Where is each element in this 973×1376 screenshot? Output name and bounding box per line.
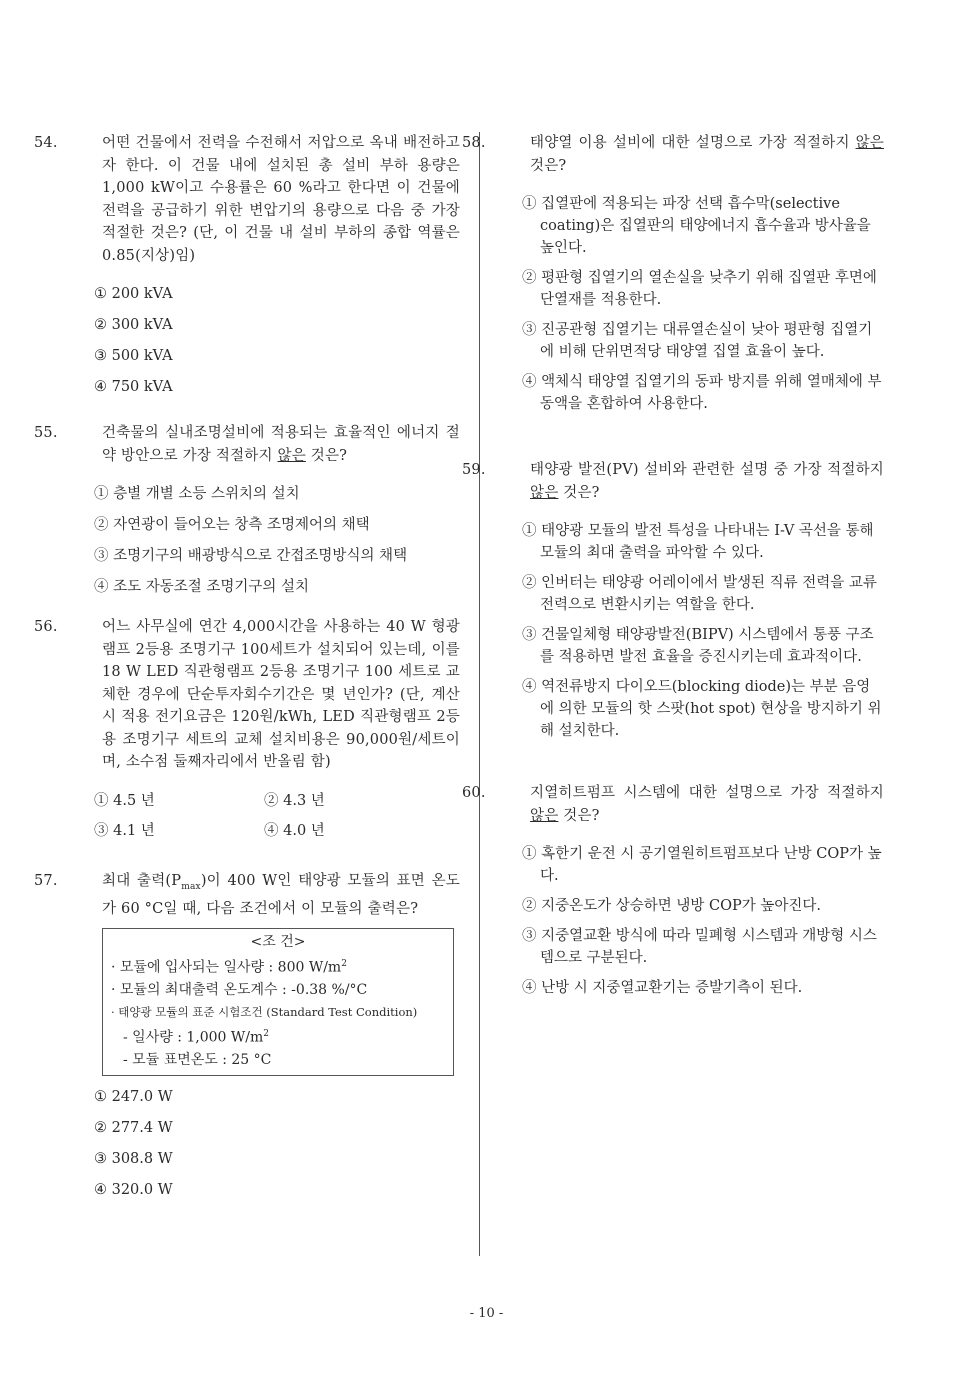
option-1: ① 200 kVA: [94, 286, 173, 302]
superscript: 2: [263, 1029, 270, 1040]
condition-irradiance: [111, 953, 445, 979]
option-4: ④ 4.0 년: [264, 822, 325, 839]
option-3: ③ 건물일체형 태양광발전(BIPV) 시스템에서 통풍 구조를 적용하면 발전 효율을 증진시키는데 효과적이다.: [522, 627, 874, 665]
option-4: ④ 750 kVA: [94, 379, 173, 395]
option-3: ③ 308.8 W: [94, 1150, 173, 1167]
question-stem: 어떤 건물에서 전력을 수전해서 저압으로 옥내 배전하고자 한다. 이 건물 내에 설치된 총 설비 부하 용량은 1,000 kW이고 수용률은 60 %라고 한다면 이 건물에 전력을 공급하기 위한 변압기의 용량으로 다음 중 가장 적절한 것은? (단, 이 건물 내 설비 부하의 종합 역률은 0.85(지상)임): [102, 135, 460, 264]
option-1: ① 247.0 W: [94, 1088, 173, 1105]
left-column: [34, 132, 461, 1210]
option-2: ② 277.4 W: [94, 1119, 173, 1136]
question-emphasis: 않은: [855, 135, 884, 151]
question-stem: 최대 출력(P: [102, 872, 182, 889]
question-stem: 건축물의 실내조명설비에 적용되는 효율적인 에너지 절약 방안으로 가장 적절하지: [102, 425, 460, 464]
question-54-text: [34, 132, 460, 267]
question-59-text: [462, 459, 884, 504]
superscript: 2: [341, 959, 347, 970]
conditions-heading: <조 건>: [250, 934, 306, 951]
option-1: ① 층별 개별 소등 스위치의 설치: [94, 486, 300, 502]
question-60-text: [462, 782, 884, 827]
conditions-box: [102, 928, 454, 1075]
option-2: ② 300 kVA: [94, 317, 173, 333]
question-emphasis: 않은: [530, 484, 559, 501]
question-58-text: [462, 132, 884, 177]
option-1: ① 집열판에 적용되는 파장 선택 흡수막(selective coating)은 집열판의 태양에너지 흡수율과 방사율을 높인다.: [522, 196, 871, 256]
option-4: ④ 역전류방지 다이오드(blocking diode)는 부분 음영에 의한 모듈의 핫 스팟(hot spot) 현상을 방지하기 위해 설치한다.: [522, 679, 882, 739]
question-number: 59.: [462, 462, 486, 478]
question-stem-end: 것은?: [558, 807, 600, 824]
page-number: - 10 -: [469, 1306, 504, 1321]
question-emphasis: 않은: [277, 447, 306, 464]
question-56-text: [34, 616, 460, 774]
option-3: ③ 조명기구의 배광방식으로 간접조명방식의 채택: [94, 548, 408, 564]
option-3: ③ 500 kVA: [94, 348, 173, 364]
option-3: ③ 진공관형 집열기는 대류열손실이 낮아 평판형 집열기에 비해 단위면적당 태양열 집열 효율이 높다.: [522, 322, 873, 360]
question-stem: 어느 사무실에 연간 4,000시간을 사용하는 40 W 형광램프 2등용 조명기구 100세트가 설치되어 있는데, 이를 18 W LED 직관형램프 2등용 조명기구 100 세트로 교체한 경우에 단순투자회수기간은 몇 년인가? (단, 계산 시 적용 전기요금은 120원/kWh, LED 직관형램프 2등용 조명기구 세트의 교체 설치비용은 90,000원/세트이며, 소수점 둘째자리에서 반올림 함): [102, 619, 460, 770]
question-stem: 태양광 발전(PV) 설비와 관련한 설명 중 가장 적절하지: [530, 462, 884, 478]
option-2: ② 자연광이 들어오는 창측 조명제어의 채택: [94, 517, 370, 533]
condition-stc-temp: - 모듈 표면온도 : 25 °C: [123, 1051, 272, 1068]
question-number: 58.: [462, 135, 486, 151]
option-2: ② 지중온도가 상승하면 냉방 COP가 높아진다.: [522, 898, 822, 914]
subscript-max: max: [181, 881, 201, 892]
condition-temp-coeff: · 모듈의 최대출력 온도계수 : -0.38 %/°C: [111, 982, 368, 999]
question-number: 57.: [34, 872, 58, 889]
question-57: [34, 870, 461, 1201]
question-number: 54.: [34, 135, 58, 151]
option-4: ④ 320.0 W: [94, 1181, 173, 1198]
condition-stc: · 태양광 모듈의 표준 시험조건 (Standard Test Condition): [111, 1005, 418, 1020]
option-3: ③ 지중열교환 방식에 따라 밀폐형 시스템과 개방형 시스템으로 구분된다.: [522, 928, 877, 966]
question-stem-end: 것은?: [305, 447, 348, 464]
option-4: ④ 액체식 태양열 집열기의 동파 방지를 위해 열매체에 부동액을 혼합하여 사용한다.: [522, 374, 882, 412]
question-number: 60.: [462, 785, 486, 801]
option-4: ④ 조도 자동조절 조명기구의 설치: [94, 579, 310, 595]
question-54: [34, 132, 460, 398]
option-2: ② 4.3 년: [264, 792, 325, 809]
question-55-text: [34, 422, 460, 467]
column-divider: [479, 132, 480, 1256]
question-55: [34, 422, 460, 598]
option-1: ① 4.5 년: [94, 792, 155, 809]
question-stem: 태양열 이용 설비에 대한 설명으로 가장 적절하지: [530, 135, 856, 151]
question-57-text: [34, 870, 461, 921]
option-3: ③ 4.1 년: [94, 822, 155, 839]
condition-stc-irradiance: [111, 1023, 445, 1049]
question-emphasis: 않은: [530, 807, 559, 824]
question-number: 56.: [34, 619, 58, 635]
option-1: ① 혹한기 운전 시 공기열원히트펌프보다 난방 COP가 높다.: [522, 846, 882, 884]
option-2: ② 평판형 집열기의 열손실을 낮추기 위해 집열판 후면에 단열재를 적용한다.: [522, 270, 877, 308]
option-4: ④ 난방 시 지중열교환기는 증발기측이 된다.: [522, 980, 803, 996]
question-stem-end: 것은?: [558, 484, 600, 501]
question-56: [34, 616, 460, 850]
question-60: [462, 782, 884, 999]
question-stem-end: )이 400 W인 태양광 모듈의 표면 온도가 60 °C일 때, 다음 조건에서 이 모듈의 출력은?: [102, 872, 461, 917]
option-1: ① 태양광 모듈의 발전 특성을 나타내는 I-V 곡선을 통해 모듈의 최대 출력을 파악할 수 있다.: [522, 523, 874, 561]
question-stem-end: 것은?: [530, 157, 567, 174]
option-2: ② 인버터는 태양광 어레이에서 발생된 직류 전력을 교류 전력으로 변환시키는 역할을 한다.: [522, 575, 877, 613]
condition-text: · 모듈에 입사되는 일사량 : 800 W/m: [111, 960, 342, 977]
question-number: 55.: [34, 425, 58, 441]
question-stem: 지열히트펌프 시스템에 대한 설명으로 가장 적절하지: [530, 785, 884, 801]
question-58: [462, 132, 884, 415]
question-59: [462, 459, 884, 742]
right-column: [462, 132, 884, 1007]
condition-text: - 일사량 : 1,000 W/m: [123, 1029, 264, 1046]
